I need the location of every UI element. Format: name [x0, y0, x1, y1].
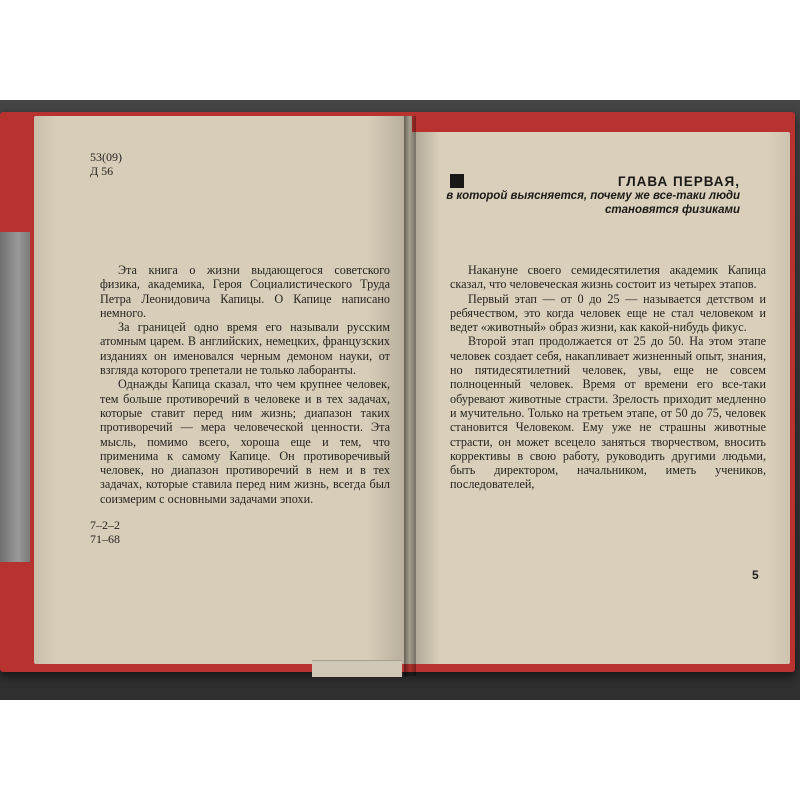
chapter-paragraph: Накануне своего семидесятилетия академик Капица сказал, что человеческая жизнь состоит из четырех этапов.: [450, 263, 766, 292]
foreword-paragraph: Эта книга о жизни выдающегося советского физика, академика, Героя Социалистического Труда Петра Леонидовича Капицы. О Капице написано немного.: [100, 263, 390, 320]
chapter-paragraph: Первый этап — от 0 до 25 — называется детством и ребячеством, это когда человек еще не стал человеком и ведет «животный» образ жизни, как какой-нибудь фикус.: [450, 291, 766, 335]
foreword-text: [100, 263, 390, 506]
chapter-subtitle: в которой выясняется, почему же все-таки люди становятся физиками: [446, 190, 740, 216]
udc-code: 53(09): [90, 150, 122, 164]
print-code-2: 71–68: [90, 532, 120, 546]
foreword-paragraph: Однажды Капица сказал, что чем крупнее человек, тем больше противоречий в человеке и в тех задачах, которые ставит перед ним жизнь; диапазон таких противоречий — мера человеческой ценности. Эта мысль, помимо всего, хороша еще и тем, что применима к самому Капице. Он противоречивый человек, но диапазон противоречий в нем и в тех задачах, которые ставила перед ним жизнь, всегда был соизмерим с основными задачами эпохи.: [100, 377, 390, 506]
chapter-paragraph: Второй этап продолжается от 25 до 50. На этом этапе человек создает себя, накапливает жизненный опыт, знания, но пятидесятилетний человек, увы, еще не совсем полноценный человек. Время от времени его все-таки обуревают животные страсти. Зрелость приходит медленно и мучительно. Только на третьем этапе, от 50 до 75, человек становится Человеком. Ему уже не страшны животные страсти, он может всецело заняться творчеством, вносить коррективы в свою работу, руководить другими людьми, быть директором, начальником, иметь учеников, последователей,: [450, 334, 766, 492]
catalog-code-bottom: [90, 518, 120, 546]
spine-binding: [312, 660, 402, 677]
book-photo: [0, 100, 800, 700]
author-mark: Д 56: [90, 164, 114, 178]
chapter-text: [450, 263, 766, 492]
catalog-code-top: [90, 150, 122, 178]
page-number: 5: [752, 568, 759, 582]
cover-edge: [0, 232, 30, 562]
chapter-title: ГЛАВА ПЕРВАЯ,: [617, 174, 740, 189]
print-code-1: 7–2–2: [90, 518, 120, 532]
foreword-paragraph: За границей одно время его называли русским атомным царем. В английских, немецких, французских изданиях он именовался черным демоном науки, от взгляда которого трепетали не только лаборанты.: [100, 320, 390, 378]
chapter-heading: [440, 174, 740, 217]
book-gutter: [404, 116, 416, 676]
